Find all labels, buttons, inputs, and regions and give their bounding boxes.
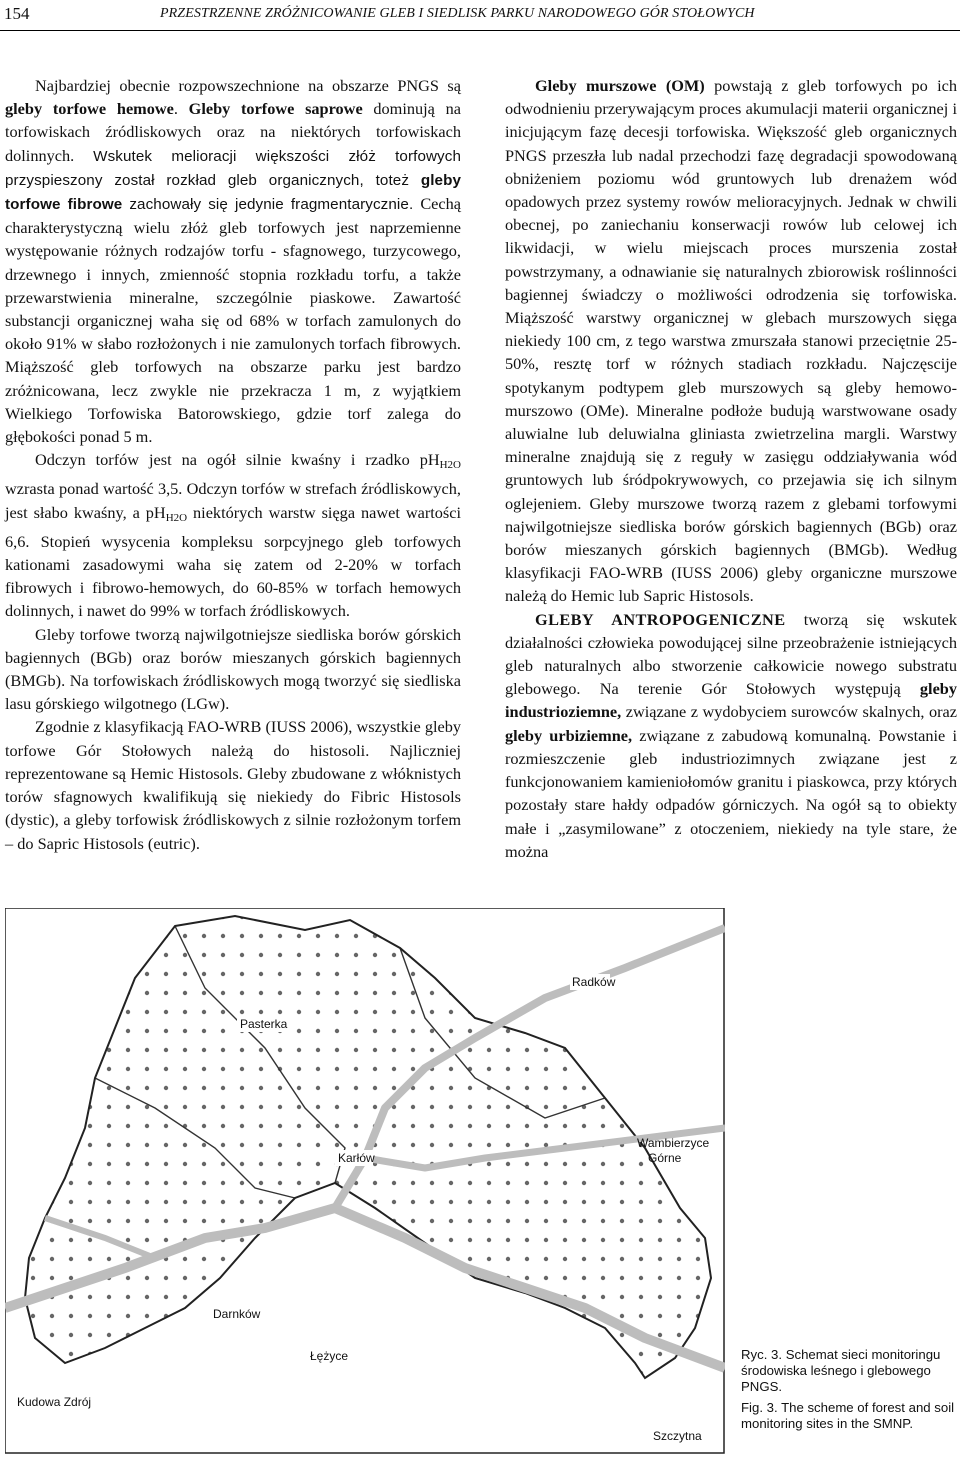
caption-en: Fig. 3. The scheme of forest and soil monitoring sites in the SMNP.: [741, 1400, 955, 1431]
label-darnkow: Darnków: [213, 1307, 261, 1321]
left-column: [5, 74, 461, 855]
label-pasterka: Pasterka: [240, 1017, 288, 1031]
paragraph: Gleby torfowe tworzą najwilgotniejsze siedliska borów górskich bagiennych (BGb) oraz borów mieszanych górskich bagiennych (BMGb). Na torfowiskach źródliskowych mogą tworzyć się siedliska lasu górskiego wilgotnego (LGw).: [5, 624, 461, 714]
figure-caption: [741, 1347, 956, 1437]
label-karlow: Karłów: [338, 1151, 375, 1165]
paragraph: Gleby murszowe (OM) powstają z gleb torfowych po ich odwodnieniu przerywającym proces akumulacji materii organicznej i inicjującym fazę decesji torfowiska. Większość gleb organicznych PNGS przeszła lub nadal przechodzi fazę degradacji spowodowaną obniżeniem poziomu wód gruntowych lub drenażem wód opadowych przez systemy rowów melioracyjnych. Jednak w chwili obecnej, po zaniechaniu konserwacji rowów lub celowej ich likwidacji, w wielu miejscach proces murszenia został powstrzymany, a odnawianie się naturalnych zbiorowisk roślinności bagiennej świadczy o możliwości odrodzenia się torfowiska. Miąższość warstwy organicznej w glebach murszowych sięga niekiedy 100 cm, z tego warstwa zmurszała stanowi przeciętnie 25-50%, resztę torf w różnych stadiach rozkładu. Najczęscije spotykanym podtypem gleb murszowych są gleby hemowo-murszowo (OMe). Mineralne podłoże budują warstwowane osady aluwialne lub deluwialna gliniasta zwietrzelina margli. Warstwy mineralne znajdują się z reguły w zasięgu oddziaływania wód gruntowych lub śródpokrywowych, co przejawia się ich silnym oglejeniem. Gleby murszowe tworzą razem z glebami torfowymi najwilgotniejsze siedliska borów górskich bagiennych (BGb) oraz borów mieszanych górskich bagiennych (BMGb). Według klasyfikacji FAO-WRB (IUSS 2006) gleby organiczne murszowe należą do Hemic lub Sapric Histosols.: [505, 76, 958, 606]
running-title: PRZESTRZENNE ZRÓŻNICOWANIE GLEB I SIEDLISK PARKU NARODOWEGO GÓR STOŁOWYCH: [160, 6, 755, 21]
caption-pl: Ryc. 3. Schemat sieci monitoringu środowiska leśnego i glebowego PNGS.: [741, 1347, 941, 1394]
page-number: 154: [4, 4, 30, 23]
label-radkow: Radków: [572, 975, 616, 989]
label-lezyce: Łężyce: [310, 1349, 349, 1363]
page-header: [0, 0, 960, 34]
paragraph: Najbardziej obecnie rozpowszechnione na obszarze PNGS są gleby torfowe hemowe. Gleby torfowe saprowe dominują na torfowiskach źródliskowych oraz na niektórych torfowiskach dolinnych. Wskutek melioracji większości złóż torfowych przyspieszony został rozkład gleb organicznych, toteż gleby torfowe fibrowe zachowały się jedynie fragmentarycznie. Cechą charakterystyczną wielu złóż gleb torfowych jest naprzemienne występowanie różnych rodzajów torfu - sfagnowego, turzycowego, drzewnego i innych, zmienność stopnia rozkładu torfu, a także przewarstwienia mineralne, szczególnie piaskowe. Zawartość substancji organicznej waha się od 68% w torfach zamulonych do około 91% w słabo rozłożonych i nie zamulonych torfach fibrowych. Miąższość gleb torfowych na obszarze parku jest bardzo zróżnicowana, lecz zwykle nie przekracza 1 m, z wyjątkiem Wielkiego Torfowiska Batorowskiego, gdzie torf zalega do głębokości ponad 5 m.: [5, 76, 462, 447]
map-svg: [5, 908, 725, 1454]
label-wambierzyce: Wambierzyce: [637, 1136, 710, 1150]
label-kudowa: Kudowa Zdrój: [17, 1395, 92, 1409]
right-column: [505, 74, 957, 863]
paragraph: Odczyn torfów jest na ogół silnie kwaśny i rzadko $pH_{H2O}$ wzrasta ponad wartość 3,5. Odczyn torfów w strefach źródliskowych, jest słabo kwaśny, a $pH_{H2O}$ niektórych warstw sięga nawet wartości 6,6. Stopień wysycenia kompleksu sorpcyjnego gleb torfowych kationami zasadowymi waha się zatem od 2-20% w torfach fibrowych i fibrowo-hemowych, do 60-85% w torfach hemowych dolinnych, i nawet do 99% w torfach źródliskowych.: [5, 450, 461, 621]
label-gorne: Górne: [648, 1151, 682, 1165]
label-szczytna: Szczytna: [653, 1429, 702, 1443]
paragraph: GLEBY ANTROPOGENICZNE tworzą się wskutek działalności człowieka powodującej silne przeobrażenie istniejących gleb naturalnych albo stworzenie całkowicie nowego substratu glebowego. Na terenie Gór Stołowych występują gleby industrioziemne, związane z wydobyciem surowców skalnych, oraz gleby urbiziemne, związane z zabudową komunalną. Powstanie i rozmieszczenie gleb industriozimnych związane jest z funkcjonowaniem kamieniołomów granitu i piaskowca, przy których pozostały stare hałdy odpadów górniczych. Na ogół są to obiekty małe i „zasymilowane” z otoczeniem, niekiedy na tyle stare, że można: [505, 609, 958, 861]
header-rule: [0, 30, 960, 31]
paragraph: Zgodnie z klasyfikacją FAO-WRB (IUSS 2006), wszystkie gleby torfowe Gór Stołowych należą do histosoli. Najliczniej reprezentowane są Hemic Histosols. Gleby zbudowane z włóknistych torów sfagnowych kwalifikują się niekiedy do Fibric Histosols (dystic), a gleby torfowisk źródliskowych z silnie rozłożonym torfem – do Sapric Histosols (eutric).: [5, 717, 461, 853]
monitoring-map: [5, 908, 725, 1454]
